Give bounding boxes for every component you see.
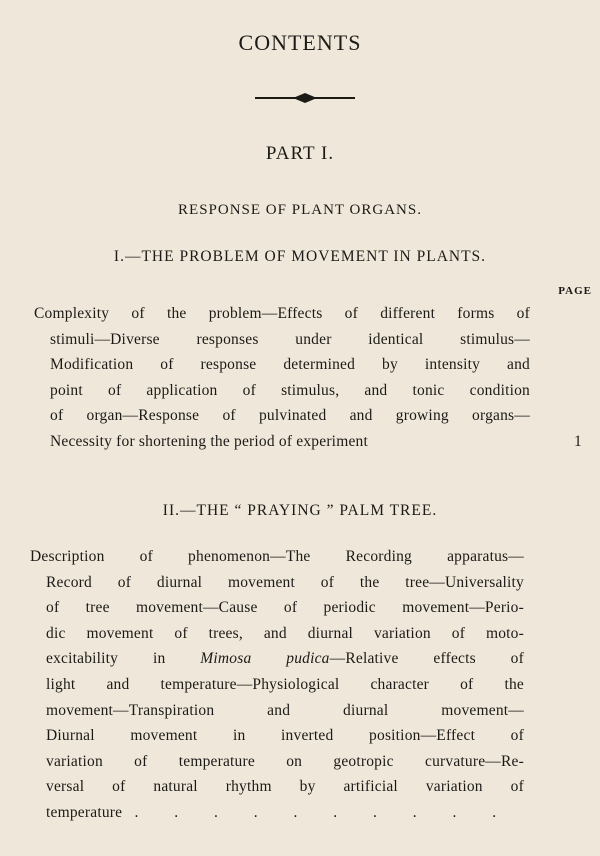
summary-line: Diurnal movement in inverted position—Effect of (46, 727, 524, 745)
summary-line: of organ—Response of pulvinated and growing organs— (50, 407, 530, 425)
chapter-1-page-number: 1 (574, 433, 582, 450)
section-title: RESPONSE OF PLANT ORGANS. (178, 202, 422, 218)
summary-line: point of application of stimulus, and tonic condition (50, 381, 530, 399)
summary-text: excitability in (46, 650, 166, 668)
summary-line: Necessity for shortening the period of experiment (50, 432, 368, 450)
summary-text: temperature (46, 803, 123, 821)
summary-line: Modification of response determined by intensity and (50, 356, 530, 374)
page-column-label: PAGE (558, 285, 592, 297)
summary-line (30, 800, 524, 826)
summary-line: variation of temperature on geotropic curvature—Re- (46, 752, 524, 770)
summary-line: Description of phenomenon—The Recording apparatus— (30, 548, 524, 565)
summary-line: light and temperature—Physiological character of the (46, 675, 524, 693)
chapter-1-summary (34, 301, 530, 455)
summary-text: —Relative effects of (329, 650, 524, 668)
summary-line: stimuli—Diverse responses under identical stimulus— (50, 330, 530, 348)
summary-line: versal of natural rhythm by artificial variation of (46, 778, 524, 796)
summary-line: Complexity of the problem—Effects of different forms of (34, 305, 530, 322)
chapter-1-title: I.—THE PROBLEM OF MOVEMENT IN PLANTS. (113, 248, 487, 265)
ornament-divider-icon (255, 91, 355, 105)
contents-title: CONTENTS (238, 30, 362, 55)
summary-line: dic movement of trees, and diurnal variation of moto- (46, 624, 524, 642)
summary-line (30, 646, 524, 672)
summary-line: Record of diurnal movement of the tree—Universality (46, 573, 524, 591)
leader-dots: . . . . . . . . . . (134, 803, 513, 821)
summary-line: movement—Transpiration and diurnal movement— (46, 701, 524, 719)
species-name: Mimosa pudica (200, 650, 330, 668)
part-title: PART I. (265, 143, 335, 164)
summary-line: of tree movement—Cause of periodic movement—Perio- (46, 599, 524, 617)
chapter-2-title: II.—THE “ PRAYING ” PALM TREE. (162, 502, 438, 519)
chapter-2-summary (30, 544, 524, 826)
